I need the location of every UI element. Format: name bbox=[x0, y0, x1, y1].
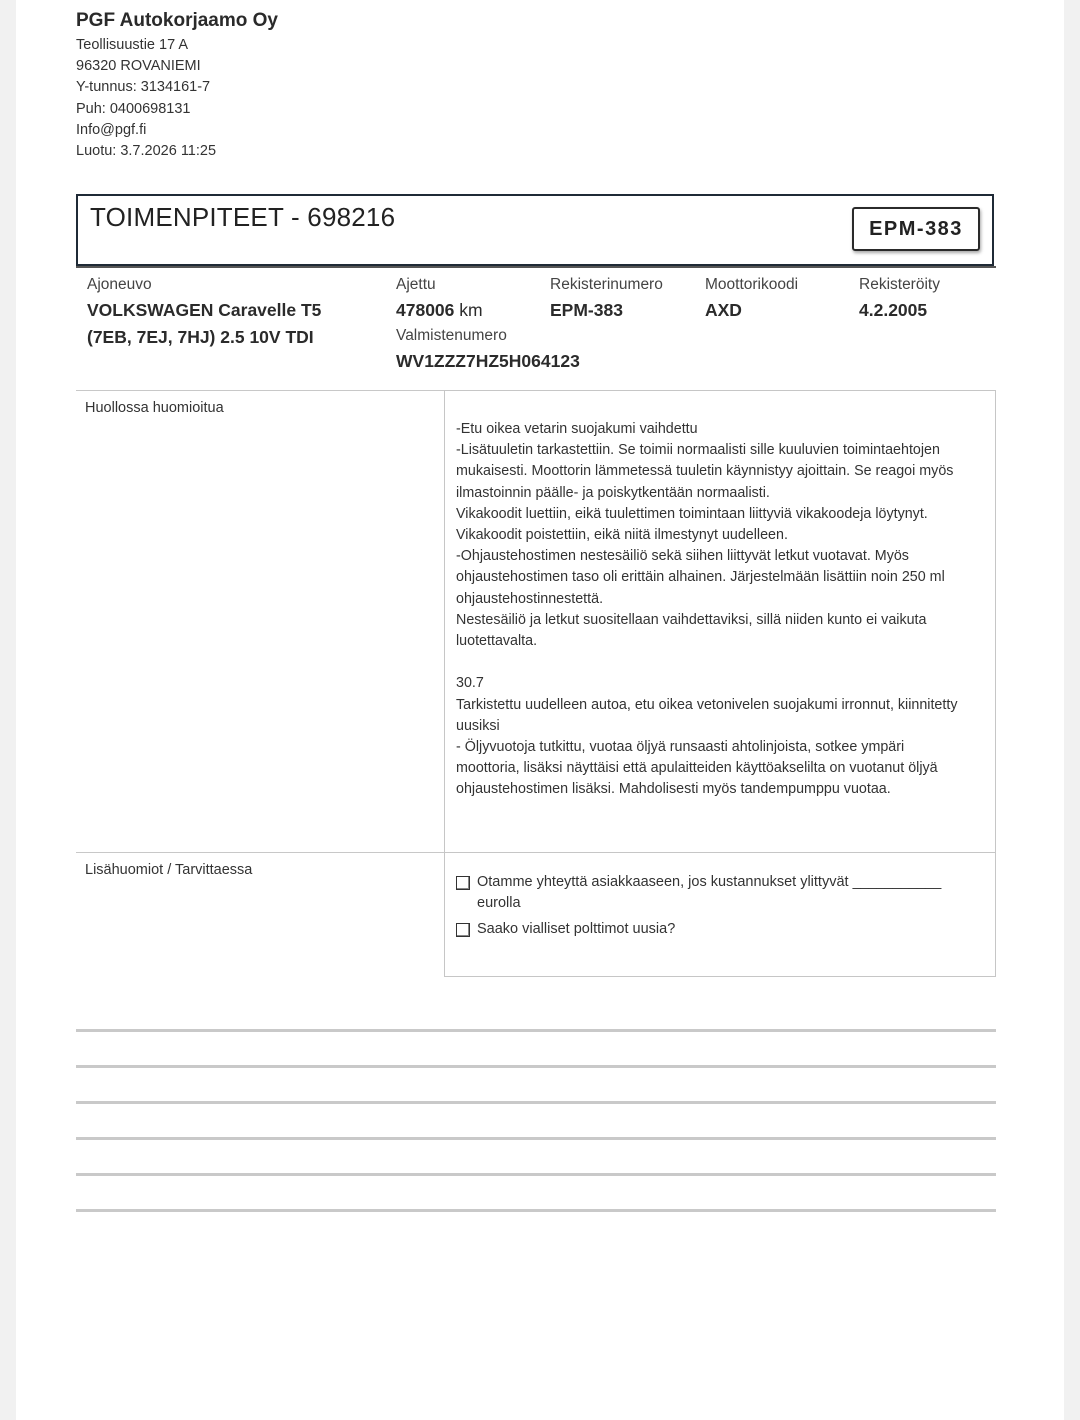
cost-contact-text-line1: Otamme yhteyttä asiakkaaseen, jos kustannukset ylittyvät ___________ bbox=[477, 874, 942, 890]
service-notes-label: Huollossa huomioitua bbox=[85, 400, 224, 416]
registered-label: Rekisteröity bbox=[859, 276, 940, 293]
service-note-line: Nestesäiliö ja letkut suositellaan vaihdettaviksi, sillä niiden kunto ei vaikuta bbox=[456, 611, 927, 628]
engine-code-label: Moottorikoodi bbox=[705, 276, 799, 293]
vehicle-model-line1: VOLKSWAGEN Caravelle T5 bbox=[87, 300, 322, 320]
vehicle-label: Ajoneuvo bbox=[87, 276, 152, 293]
document-title: TOIMENPITEET - 698216 bbox=[90, 202, 396, 232]
service-note-line: Vikakoodit poistettiin, eikä niitä ilmestynyt uudelleen. bbox=[456, 527, 788, 544]
mileage-label: Ajettu bbox=[396, 276, 436, 293]
engine-code-value: AXD bbox=[705, 300, 742, 320]
license-plate: EPM-383 bbox=[852, 207, 980, 251]
checkbox-replace-bulbs[interactable] bbox=[456, 923, 470, 937]
title-box bbox=[76, 194, 994, 266]
writing-line bbox=[76, 1029, 996, 1032]
service-note-line: ilmastoinnin päälle- ja poiskytkentään normaalisti. bbox=[456, 484, 770, 501]
company-name: PGF Autokorjaamo Oy bbox=[76, 10, 278, 31]
service-note-line bbox=[456, 652, 986, 673]
writing-line bbox=[76, 1101, 996, 1104]
service-note-line: -Ohjaustehostimen nestesäiliö sekä siihen liittyvät letkut vuotavat. Myös bbox=[456, 548, 909, 565]
extra-notes-label: Lisähuomiot / Tarvittaessa bbox=[85, 862, 253, 878]
vehicle-model-column bbox=[87, 275, 321, 351]
checkbox-cost-contact[interactable] bbox=[456, 876, 470, 890]
company-info bbox=[76, 9, 278, 162]
service-note-line: Tarkistettu uudelleen autoa, etu oikea vetonivelen suojakumi irronnut, kiinnitetty bbox=[456, 696, 958, 713]
cost-contact-checkbox-item[interactable] bbox=[456, 872, 977, 914]
service-note-line: mukaisesti. Moottorin lämmetessä tuuletin käynnistyy ajoittain. Se reagoi myös bbox=[456, 463, 954, 480]
writing-line bbox=[76, 1173, 996, 1176]
vehicle-model-line2: (7EB, 7EJ, 7HJ) 2.5 10V TDI bbox=[87, 327, 314, 347]
writing-line bbox=[76, 1209, 996, 1212]
registered-column bbox=[859, 275, 940, 324]
registration-value: EPM-383 bbox=[550, 300, 623, 320]
service-note-line: - Öljyvuotoja tutkittu, vuotaa öljyä runsaasti ahtolinjoista, sotkee ympäri bbox=[456, 739, 905, 756]
service-note-line: 30.7 bbox=[456, 675, 484, 692]
service-note-line: luotettavalta. bbox=[456, 633, 538, 650]
service-notes-text bbox=[456, 419, 986, 801]
vin-value: WV1ZZZ7HZ5H064123 bbox=[396, 351, 580, 371]
service-note-line: ohjaustehostimen lisäksi. Mahdolisesti myös tandempumppu vuotaa. bbox=[456, 781, 891, 798]
service-note-line: moottoria, lisäksi näyttäisi että apulaitteiden käyttöakselilta on vuotanut öljyä bbox=[456, 760, 938, 777]
document-page bbox=[16, 0, 1064, 1420]
company-address: Teollisuustie 17 A bbox=[76, 37, 189, 53]
service-note-line: -Etu oikea vetarin suojakumi vaihdettu bbox=[456, 421, 698, 437]
registration-label: Rekisterinumero bbox=[550, 276, 663, 293]
company-email: Info@pgf.fi bbox=[76, 121, 147, 138]
vin-label: Valmistenumero bbox=[396, 327, 507, 344]
replace-bulbs-text: Saako vialliset polttimot uusia? bbox=[477, 921, 676, 937]
engine-column bbox=[705, 275, 798, 324]
registration-column bbox=[550, 275, 663, 324]
service-note-line: ohjaustehostimen taso oli erittäin alhainen. Järjestelmään lisättiin noin 250 ml bbox=[456, 569, 945, 586]
writing-line bbox=[76, 1065, 996, 1068]
cost-contact-text-line2: eurolla bbox=[477, 895, 521, 911]
mileage-unit: km bbox=[459, 300, 483, 320]
company-postal: 96320 ROVANIEMI bbox=[76, 58, 201, 75]
service-note-line: -Lisätuuletin tarkastettiin. Se toimii normaalisti sille kuuluvien toimintaehtojen bbox=[456, 442, 940, 459]
created-timestamp: Luotu: 3.7.2026 11:25 bbox=[76, 143, 217, 160]
writing-line bbox=[76, 1137, 996, 1140]
registered-value: 4.2.2005 bbox=[859, 300, 928, 320]
service-note-line: Vikakoodit luettiin, eikä tuulettimen toimintaan liittyviä vikakoodeja löytynyt. bbox=[456, 505, 928, 522]
company-phone: Puh: 0400698131 bbox=[76, 100, 191, 117]
service-note-line: uusiksi bbox=[456, 717, 500, 734]
service-note-line: ohjaustehostinnestettä. bbox=[456, 590, 604, 607]
replace-bulbs-checkbox-item[interactable] bbox=[456, 919, 977, 940]
mileage-number: 478006 bbox=[396, 300, 455, 320]
vehicle-divider bbox=[76, 266, 996, 268]
company-business-id: Y-tunnus: 3134161-7 bbox=[76, 79, 211, 96]
extra-notes-box bbox=[444, 852, 996, 977]
